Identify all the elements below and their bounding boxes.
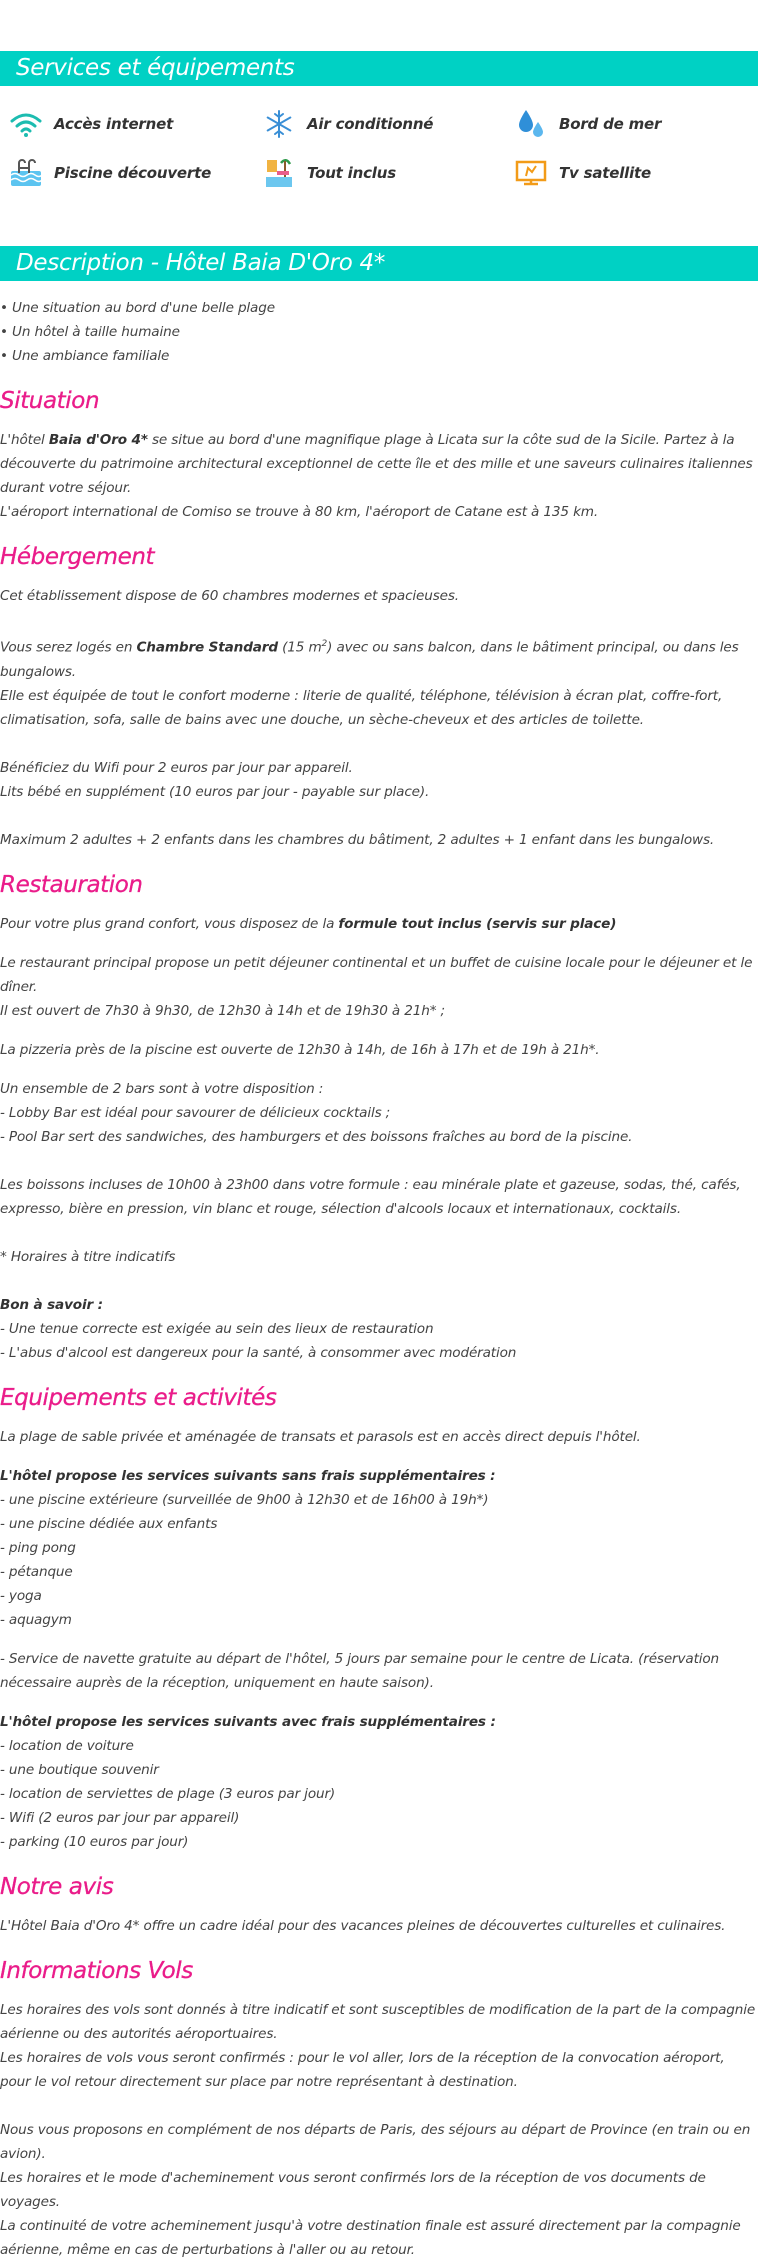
vols-text: Nous vous proposons en complément de nos départs de Paris, des séjours au départ de Province (en train ou en avion).	[0, 2121, 751, 2162]
service-label: Accès internet	[54, 115, 174, 133]
restauration-pool-bar: - Pool Bar sert des sandwiches, des hamburgers et des boissons fraîches au bord de la piscine.	[0, 1128, 633, 1145]
restauration-dress-code: - Une tenue correcte est exigée au sein des lieux de restauration	[0, 1320, 434, 1337]
restauration-pizzeria: La pizzeria près de la piscine est ouverte de 12h30 à 14h, de 16h à 17h et de 19h à 21h*.	[0, 1041, 600, 1058]
section-title-restauration: Restauration	[0, 871, 143, 898]
service-label: Piscine découverte	[54, 164, 212, 182]
pool-icon	[10, 158, 42, 188]
hebergement-room: Vous serez logés en Chambre Standard (15 $m^2$) avec ou sans balcon, dans le bâtiment principal, ou dans les bungalows.	[0, 639, 739, 680]
services-banner	[0, 51, 758, 86]
section-title-situation: Situation	[0, 388, 100, 414]
restauration-note: * Horaires à titre indicatifs	[0, 1248, 176, 1265]
equipements-free-title: L'hôtel propose les services suivants sans frais supplémentaires :	[0, 1467, 496, 1484]
hebergement-capacity: Maximum 2 adultes + 2 enfants dans les chambres du bâtiment, 2 adultes + 1 enfant dans les bungalows.	[0, 831, 715, 848]
hotel-description	[0, 296, 758, 2262]
equipements-paid-title: L'hôtel propose les services suivants avec frais supplémentaires :	[0, 1713, 496, 1730]
service-pool	[10, 158, 211, 188]
situation-text: L'hôtel Baia d'Oro 4* se situe au bord d'une magnifique plage à Licata sur la côte sud de la Sicile. Partez à la découverte du patrimoine architectural exceptionnel de cette île et des mille et une saveurs culinaires italiennes durant votre séjour.	[0, 432, 753, 496]
restauration-drinks: Les boissons incluses de 10h00 à 23h00 dans votre formule : eau minérale plate et gazeuse, sodas, thé, cafés, expresso, bière en pression, vin blanc et rouge, sélection d'alcools locaux et internationaux, cocktails.	[0, 1176, 741, 1217]
list-item: - aquagym	[0, 1611, 72, 1628]
vols-text: Les horaires de vols vous seront confirmés : pour le vol aller, lors de la réception de la convocation aéroport, pour le vol retour directement sur place par notre représentant à destination.	[0, 2049, 725, 2090]
vols-text: La continuité de votre acheminement jusqu'à votre destination finale est assuré directement par la compagnie aérienne, même en cas de perturbations à l'aller ou au retour.	[0, 2217, 741, 2258]
tv-icon	[515, 158, 547, 188]
service-label: Bord de mer	[559, 115, 662, 133]
list-item: - parking (10 euros par jour)	[0, 1833, 189, 1850]
restauration-hours: Il est ouvert de 7h30 à 9h30, de 12h30 à 14h et de 19h30 à 21h* ;	[0, 1002, 445, 1019]
section-title-avis: Notre avis	[0, 1873, 114, 1900]
bullet: • Une situation au bord d'une belle plage	[0, 300, 275, 316]
list-item: - location de serviettes de plage (3 euros par jour)	[0, 1785, 336, 1802]
services-title: Services et équipements	[16, 55, 295, 81]
restauration-lobby-bar: - Lobby Bar est idéal pour savourer de délicieux cocktails ;	[0, 1104, 391, 1121]
restauration-alcohol: - L'abus d'alcool est dangereux pour la santé, à consommer avec modération	[0, 1344, 517, 1361]
service-aircon	[263, 109, 433, 139]
section-title-vols: Informations Vols	[0, 1957, 193, 1984]
service-tv	[515, 158, 651, 188]
situation-airports: L'aéroport international de Comiso se trouve à 80 km, l'aéroport de Catane est à 135 km.	[0, 504, 599, 520]
restauration-formula: Pour votre plus grand confort, vous disposez de la formule tout inclus (servis sur place)	[0, 915, 617, 932]
service-label: Tv satellite	[559, 164, 651, 182]
snowflake-icon	[263, 109, 295, 139]
restauration-good-to-know: Bon à savoir :	[0, 1296, 103, 1313]
vols-text: Les horaires et le mode d'acheminement vous seront confirmés lors de la réception de vos documents de voyages.	[0, 2169, 706, 2210]
description-banner	[0, 246, 758, 281]
list-item: - pétanque	[0, 1563, 73, 1580]
service-all-inclusive	[263, 158, 396, 188]
list-item: - location de voiture	[0, 1737, 134, 1754]
section-title-hebergement: Hébergement	[0, 544, 155, 570]
avis-text: L'Hôtel Baia d'Oro 4* offre un cadre idéal pour des vacances pleines de découvertes culturelles et culinaires.	[0, 1917, 726, 1934]
service-seaside	[515, 109, 661, 139]
hebergement-equipment: Elle est équipée de tout le confort moderne : literie de qualité, téléphone, télévision à écran plat, coffre-fort, climatisation, sofa, salle de bains avec une douche, un sèche-cheveux et des articles de toilette.	[0, 687, 723, 728]
restauration-bars: Un ensemble de 2 bars sont à votre disposition :	[0, 1080, 324, 1097]
list-item: - une piscine extérieure (surveillée de 9h00 à 12h30 et de 16h00 à 19h*)	[0, 1491, 489, 1508]
list-item: - une boutique souvenir	[0, 1761, 159, 1778]
service-label: Tout inclus	[307, 164, 396, 182]
equipements-shuttle: - Service de navette gratuite au départ de l'hôtel, 5 jours par semaine pour le centre de Licata. (réservation nécessaire auprès de la réception, uniquement en haute saison).	[0, 1650, 720, 1691]
list-item: - une piscine dédiée aux enfants	[0, 1515, 218, 1532]
equipements-beach: La plage de sable privée et aménagée de transats et parasols est en accès direct depuis l'hôtel.	[0, 1428, 641, 1445]
restauration-main: Le restaurant principal propose un petit déjeuner continental et un buffet de cuisine locale pour le déjeuner et le dîner.	[0, 954, 753, 995]
water-drops-icon	[515, 109, 547, 139]
hebergement-cots: Lits bébé en supplément (10 euros par jour - payable sur place).	[0, 783, 430, 800]
list-item: - ping pong	[0, 1539, 76, 1556]
list-item: - Wifi (2 euros par jour par appareil)	[0, 1809, 240, 1826]
list-item: - yoga	[0, 1587, 42, 1604]
description-title: Description - Hôtel Baia D'Oro 4*	[16, 250, 386, 276]
all-inclusive-icon	[263, 158, 295, 188]
service-label: Air conditionné	[307, 115, 434, 133]
bullet: • Une ambiance familiale	[0, 348, 170, 364]
vols-text: Les horaires des vols sont donnés à titre indicatif et sont susceptibles de modification de la part de la compagnie aérienne ou des autorités aéroportuaires.	[0, 2001, 756, 2042]
service-internet	[10, 109, 173, 139]
section-title-equipements: Equipements et activités	[0, 1384, 277, 1411]
hebergement-text: Cet établissement dispose de 60 chambres modernes et spacieuses.	[0, 588, 459, 604]
bullet: • Un hôtel à taille humaine	[0, 324, 180, 340]
wifi-icon	[10, 109, 42, 139]
hebergement-wifi: Bénéficiez du Wifi pour 2 euros par jour par appareil.	[0, 759, 353, 776]
